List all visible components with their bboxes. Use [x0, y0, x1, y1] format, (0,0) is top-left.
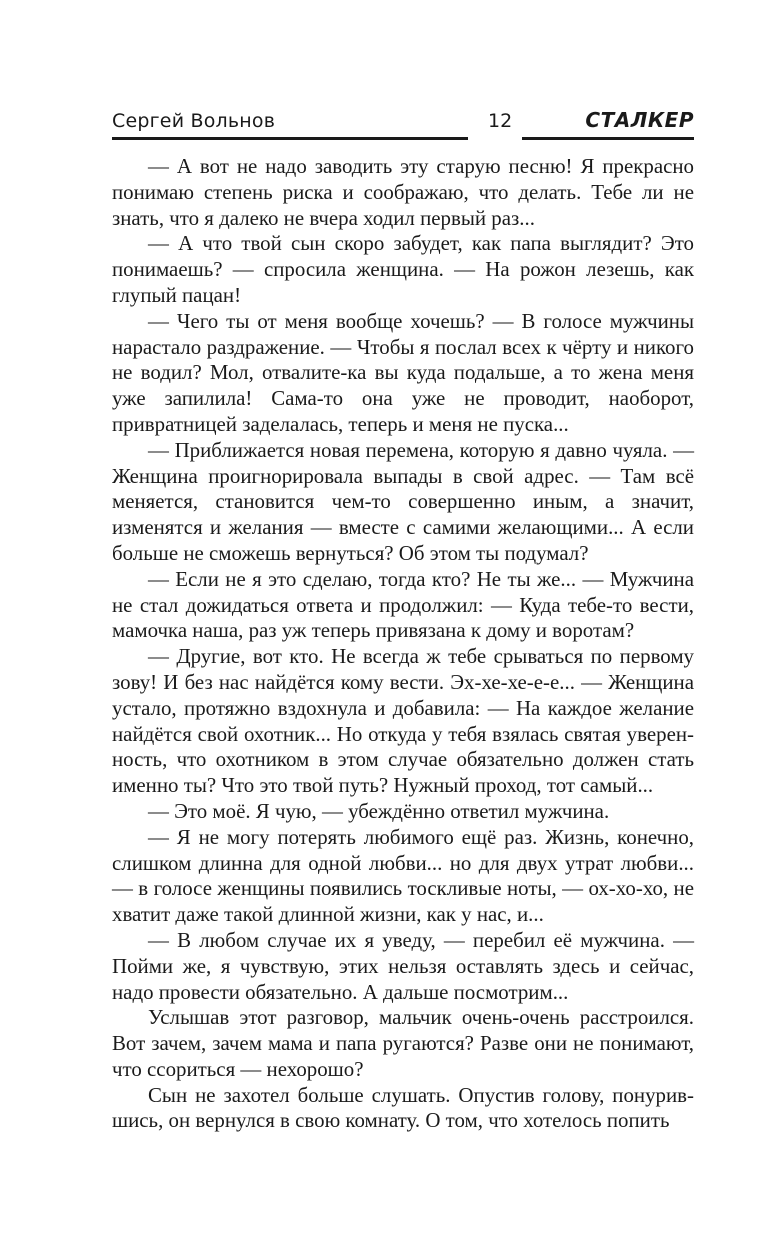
paragraph-2: — А что твой сын скоро забудет, как папа выглядит? Это понимаешь? — спросила женщина. — На рожон лезешь, как глупый пацан! — [112, 231, 694, 307]
paragraph-5: — Если не я это сделаю, тогда кто? Не ты же... — Мужчина не стал дожидаться ответа и продолжил: — Куда тебе-то вести, мамочка наша, раз уж теперь привязана к дому и воротам? — [112, 566, 694, 643]
header-rule-right — [522, 137, 694, 140]
paragraph-3: — Чего ты от меня вообще хочешь? — В голосе мужчины нарастало раздражение. — Чтобы я послал всех к чёрту и никого не водил? Мол, отвалите-ка вы куда подальше, а то жена меня уже запилила! Сама-то она уже не проводит, наоборот, привратницей заделалась, теперь и меня не пуска... — [112, 308, 694, 436]
paragraph-8: — Я не могу потерять любимого ещё раз. Жизнь, конечно, слишком длинна для одной любви... но для двух утрат любви... — в голосе женщины появились тоскливые ноты, — ох-хо-хо, не хватит даже такой длинной жизни, как у нас, и... — [112, 824, 694, 927]
paragraph-4: — Приближается новая перемена, которую я давно чуяла. — Женщина проигнорировала выпады в свой адрес. — Там всё меняется, становится чем-то совершенно иным, а значит, изменятся и желания — вместе с самими желающими... А если больше не сможешь вернуться? Об этом ты подумал? — [112, 437, 694, 565]
page-number: 12 — [488, 110, 513, 132]
body-text — [112, 154, 694, 1134]
paragraph-10: Услышав этот разговор, мальчик очень-очень расстроился. Вот зачем, зачем мама и папа ругаются? Разве они не понимают, что ссориться — нехорошо? — [112, 1005, 694, 1081]
header-rule-left — [112, 137, 468, 140]
running-header-series: СТАЛКЕР — [585, 108, 694, 132]
paragraph-1: — А вот не надо заводить эту старую песню! Я прекрасно понимаю степень риска и соображаю, что делать. Тебе ли не знать, что я далеко не вчера ходил первый раз... — [112, 154, 694, 230]
running-header-author: Сергей Вольнов — [112, 110, 276, 132]
paragraph-11: Сын не захотел больше слушать. Опустив голову, понурившись, он вернулся в свою комнату. О том, что хотелось попить — [112, 1082, 694, 1133]
running-header — [112, 108, 694, 140]
paragraph-7: — Это моё. Я чую, — убеждённо ответил мужчина. — [148, 798, 610, 823]
paragraph-6: — Другие, вот кто. Не всегда ж тебе срываться по первому зову! И без нас найдётся кому вести. Эх-хе-хе-е-е... — Женщина устало, протяжно вздохнула и добавила: — На каждое желание найдётся свой охотник... Но откуда у тебя взялась святая уверенность, что охотником в этом случае обязательно должен стать именно ты? Что это твой путь? Нужный проход, тот самый... — [112, 644, 694, 798]
paragraph-9: — В любом случае их я уведу, — перебил её мужчина. — Пойми же, я чувствую, этих нельзя оставлять здесь и сейчас, надо провести обязательно. А дальше посмотрим... — [112, 927, 694, 1004]
